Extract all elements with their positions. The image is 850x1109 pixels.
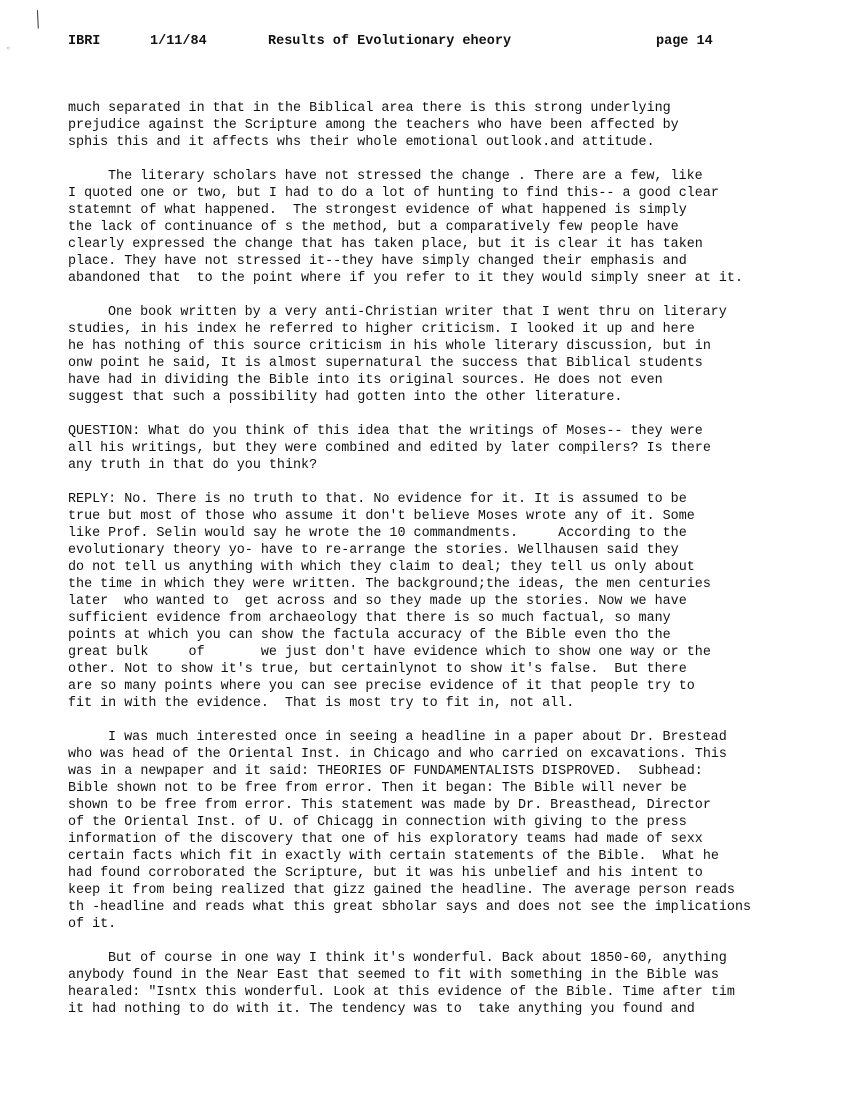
pen-mark: ╱ [30,10,46,30]
text-line: One book written by a very anti-Christian writer that I went thru on literary [108,305,727,320]
text-line: I quoted one or two, but I had to do a lot of hunting to find this-- a good clear [68,186,719,201]
text-line: REPLY: No. There is no truth to that. No evidence for it. It is assumed to be [68,492,687,507]
text-line: he has nothing of this source criticism in his whole literary discussion, but in [68,339,711,354]
page-header [0,34,850,54]
text-line: of it. [68,917,117,932]
text-line: place. They have not stressed it--they have simply changed their emphasis and [68,254,687,269]
paragraph-literary-scholars [68,168,798,287]
header-organization: IBRI [68,34,101,49]
text-line: shown to be free from error. This statement was made by Dr. Breasthead, Director [68,798,711,813]
text-line: who was head of the Oriental Inst. in Chicago and who carried on excavations. This [68,747,727,762]
paragraph-continuation [68,100,798,151]
text-line: evolutionary theory yo- have to re-arrange the stories. Wellhausen said they [68,543,679,558]
text-line: points at which you can show the factula accuracy of the Bible even tho the [68,628,671,643]
text-line: prejudice against the Scripture among the teachers who have been affected by [68,118,679,133]
text-line: do not tell us anything with which they claim to deal; they tell us only about [68,560,695,575]
text-line: th -headline and reads what this great sbholar says and does not see the implications [68,900,752,915]
text-line: fit in with the evidence. That is most try to fit in, not all. [68,696,575,711]
header-date: 1/11/84 [150,34,207,49]
text-line: sufficient evidence from archaeology that there is so much factual, so many [68,611,671,626]
text-line: The literary scholars have not stressed the change . There are a few, like [108,169,703,184]
text-line: suggest that such a possibility had gotten into the other literature. [68,390,623,405]
text-line: keep it from being realized that gizz gained the headline. The average person reads [68,883,735,898]
text-line: Bible shown not to be free from error. Then it began: The Bible will never be [68,781,687,796]
text-line: the time in which they were written. The background;the ideas, the men centuries [68,577,711,592]
text-line: great bulk of we just don't have evidence which to show one way or the [68,645,711,660]
margin-dot: ◦ [6,44,11,53]
header-title: Results of Evolutionary eheory [268,34,512,49]
text-line: studies, in his index he referred to higher criticism. I looked it up and here [68,322,695,337]
text-line: are so many points where you can see precise evidence of it that people try to [68,679,695,694]
header-page-number: page 14 [656,34,713,49]
text-line: true but most of those who assume it don't believe Moses wrote any of it. Some [68,509,695,524]
text-line: information of the discovery that one of his exploratory teams had made of sexx [68,832,703,847]
text-line: was in a newpaper and it said: THEORIES OF FUNDAMENTALISTS DISPROVED. Subhead: [68,764,703,779]
text-line: statemnt of what happened. The strongest evidence of what happened is simply [68,203,687,218]
paragraph-breasted-headline [68,729,798,933]
paragraph-question [68,423,798,474]
text-line: of the Oriental Inst. of U. of Chicagg in connection with giving to the press [68,815,687,830]
text-line: like Prof. Selin would say he wrote the 10 commandments. According to the [68,526,687,541]
text-line: the lack of continuance of s the method, but a comparatively few people have [68,220,679,235]
text-line: clearly expressed the change that has taken place, but it is clear it has taken [68,237,703,252]
text-line: all his writings, but they were combined and edited by later compilers? Is there [68,441,711,456]
text-line: anybody found in the Near East that seemed to fit with something in the Bible was [68,968,719,983]
text-line: had found corroborated the Scripture, but it was his unbelief and his intent to [68,866,703,881]
text-line: other. Not to show it's true, but certainlynot to show it's false. But there [68,662,687,677]
text-line: any truth in that do you think? [68,458,318,473]
text-line: sphis this and it affects whs their whole emotional outlook.and attitude. [68,135,655,150]
text-line: much separated in that in the Biblical area there is this strong underlying [68,101,671,116]
paragraph-one-book [68,304,798,406]
paragraph-wonderful [68,950,798,1018]
text-line: abandoned that to the point where if you refer to it they would simply sneer at it. [68,271,743,286]
text-line: it had nothing to do with it. The tendency was to take anything you found and [68,1002,695,1017]
text-line: certain facts which fit in exactly with certain statements of the Bible. What he [68,849,719,864]
text-line: onw point he said, It is almost supernatural the success that Biblical students [68,356,703,371]
text-line: hearaled: "Isntx this wonderful. Look at this evidence of the Bible. Time after tim [68,985,735,1000]
text-line: have had in dividing the Bible into its original sources. He does not even [68,373,663,388]
text-line: But of course in one way I think it's wonderful. Back about 1850-60, anything [108,951,727,966]
paragraph-reply [68,491,798,712]
text-line: later who wanted to get across and so they made up the stories. Now we have [68,594,687,609]
text-line: QUESTION: What do you think of this idea that the writings of Moses-- they were [68,424,703,439]
text-line: I was much interested once in seeing a headline in a paper about Dr. Brestead [108,730,727,745]
transcript-body [68,100,798,1035]
